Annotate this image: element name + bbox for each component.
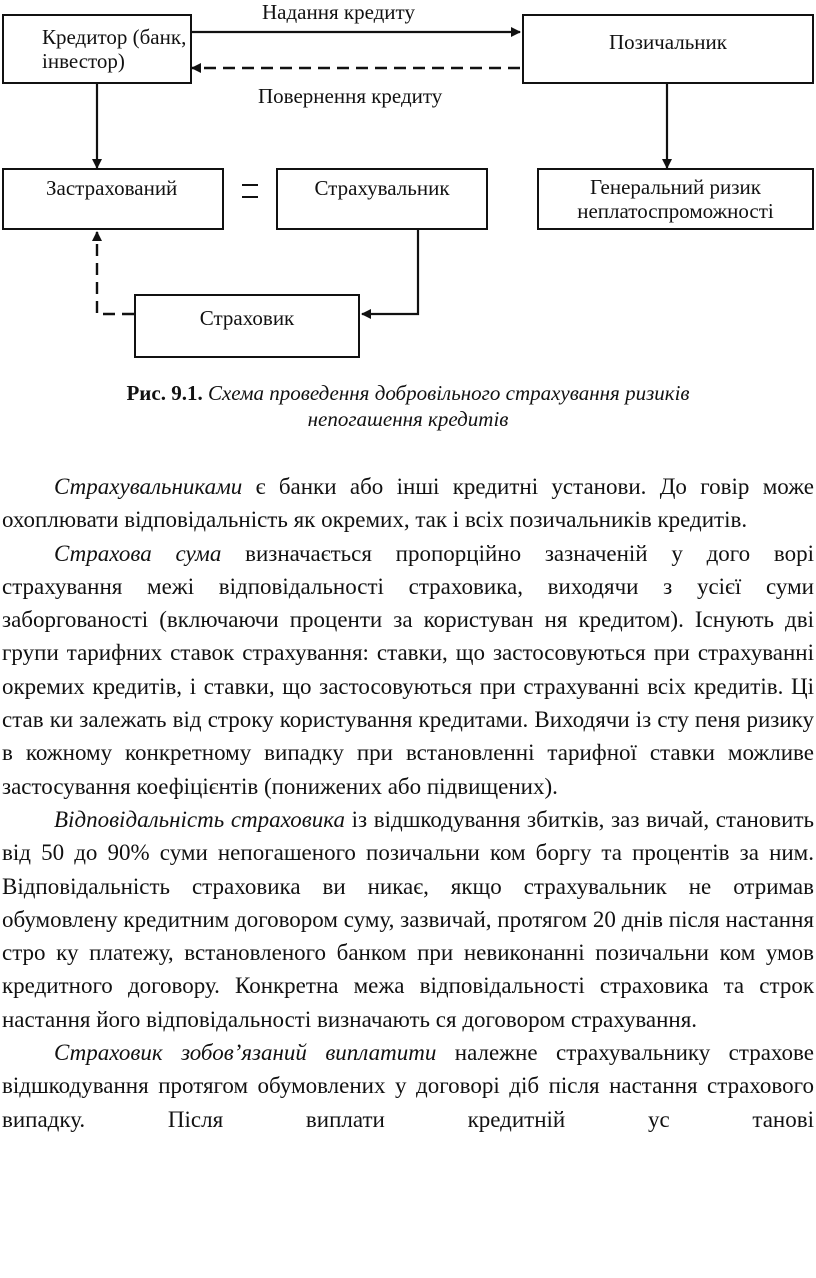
figure-title-line1: Схема проведення добровільного страхування ризиків — [207, 381, 690, 405]
paragraph — [2, 537, 814, 803]
paragraph-text: належне страхувальнику страхове відшкодування протягом обумовлених у договорі діб після настання страхового випадку. Після виплати кредитній ус танові — [2, 1040, 814, 1132]
policyholder-box — [276, 168, 488, 230]
insurer-label: Страховик — [199, 306, 295, 330]
general-risk-label-line2: неплатоспроможності — [577, 199, 774, 223]
equals-sign-bottom — [242, 196, 258, 198]
credit-insurance-diagram — [0, 0, 816, 370]
borrower-label: Позичальник — [608, 30, 727, 54]
credit-return-label: Повернення кредиту — [258, 84, 443, 108]
insured-label: Застрахований — [46, 176, 178, 200]
figure-number: Рис. 9.1. — [126, 381, 203, 405]
paragraph-term: Страхувальниками — [54, 474, 243, 499]
paragraph-term: Страховик зобов’язаний виплатити — [54, 1040, 437, 1066]
insurer-box — [134, 294, 360, 358]
paragraph — [2, 470, 814, 537]
paragraph-term: Страхова сума — [54, 540, 222, 566]
general-risk-box — [537, 168, 814, 230]
paragraph-text: із відшкодування збитків, заз вичай, становить від 50 до 90% суми непогашеного позичальни ком боргу та процентів за ним. Відповідальність страховика ви никає, якщо страхувальник не отримав обумовлену кредитним договором суму, зазвичай, протягом 20 днів після настання стро ку платежу, встановленого банком при невиконанні позичальни ком умов кредитного договору. Конкретна межа відповідальності страховика та строк настання його відповідальності визначають ся договором страхування. — [2, 806, 814, 1032]
policyholder-label: Страхувальник — [314, 176, 450, 200]
figure-title-line2: непогашення кредитів — [307, 407, 509, 431]
paragraph — [2, 1036, 814, 1136]
general-risk-label-line1: Генеральний ризик — [590, 175, 761, 199]
credit-issue-label: Надання кредиту — [262, 0, 415, 24]
creditor-box — [2, 14, 192, 84]
paragraph-text: є банки або інші кредитні установи. До говір може охоплювати відповідальність як окремих, так і всіх позичальників кредитів. — [2, 474, 814, 533]
creditor-label-line2: інвестор) — [42, 49, 125, 73]
paragraph-term: Відповідальність страховика — [54, 806, 345, 832]
paragraph-text: визначається пропорційно зазначеній у дого ворі страхування межі відповідальності страховика, виходячи з усієї суми заборгованості (включаючи проценти за користуван ня кредитом). Існують дві групи тарифних ставок страхування: ставки, що застосовуються при страхуванні окремих кредитів, і ставки, що застосовуються при страхуванні всіх кредитів. Ці став ки залежать від строку користування кредитами. Виходячи із сту пеня ризику в кожному конкретному випадку при встановленні тарифної ставки можливе застосування коефіцієнтів (понижених або підвищених). — [2, 540, 814, 799]
creditor-label-line1: Кредитор (банк, — [42, 25, 187, 49]
equals-sign-top — [242, 184, 258, 186]
paragraph — [2, 803, 814, 1036]
body-text — [2, 470, 814, 1136]
policyholder-to-insurer-arrow — [362, 230, 418, 314]
insured-box — [2, 168, 224, 230]
insurer-to-insured-arrow — [97, 232, 134, 314]
figure-caption — [0, 380, 816, 432]
borrower-box — [522, 14, 814, 84]
